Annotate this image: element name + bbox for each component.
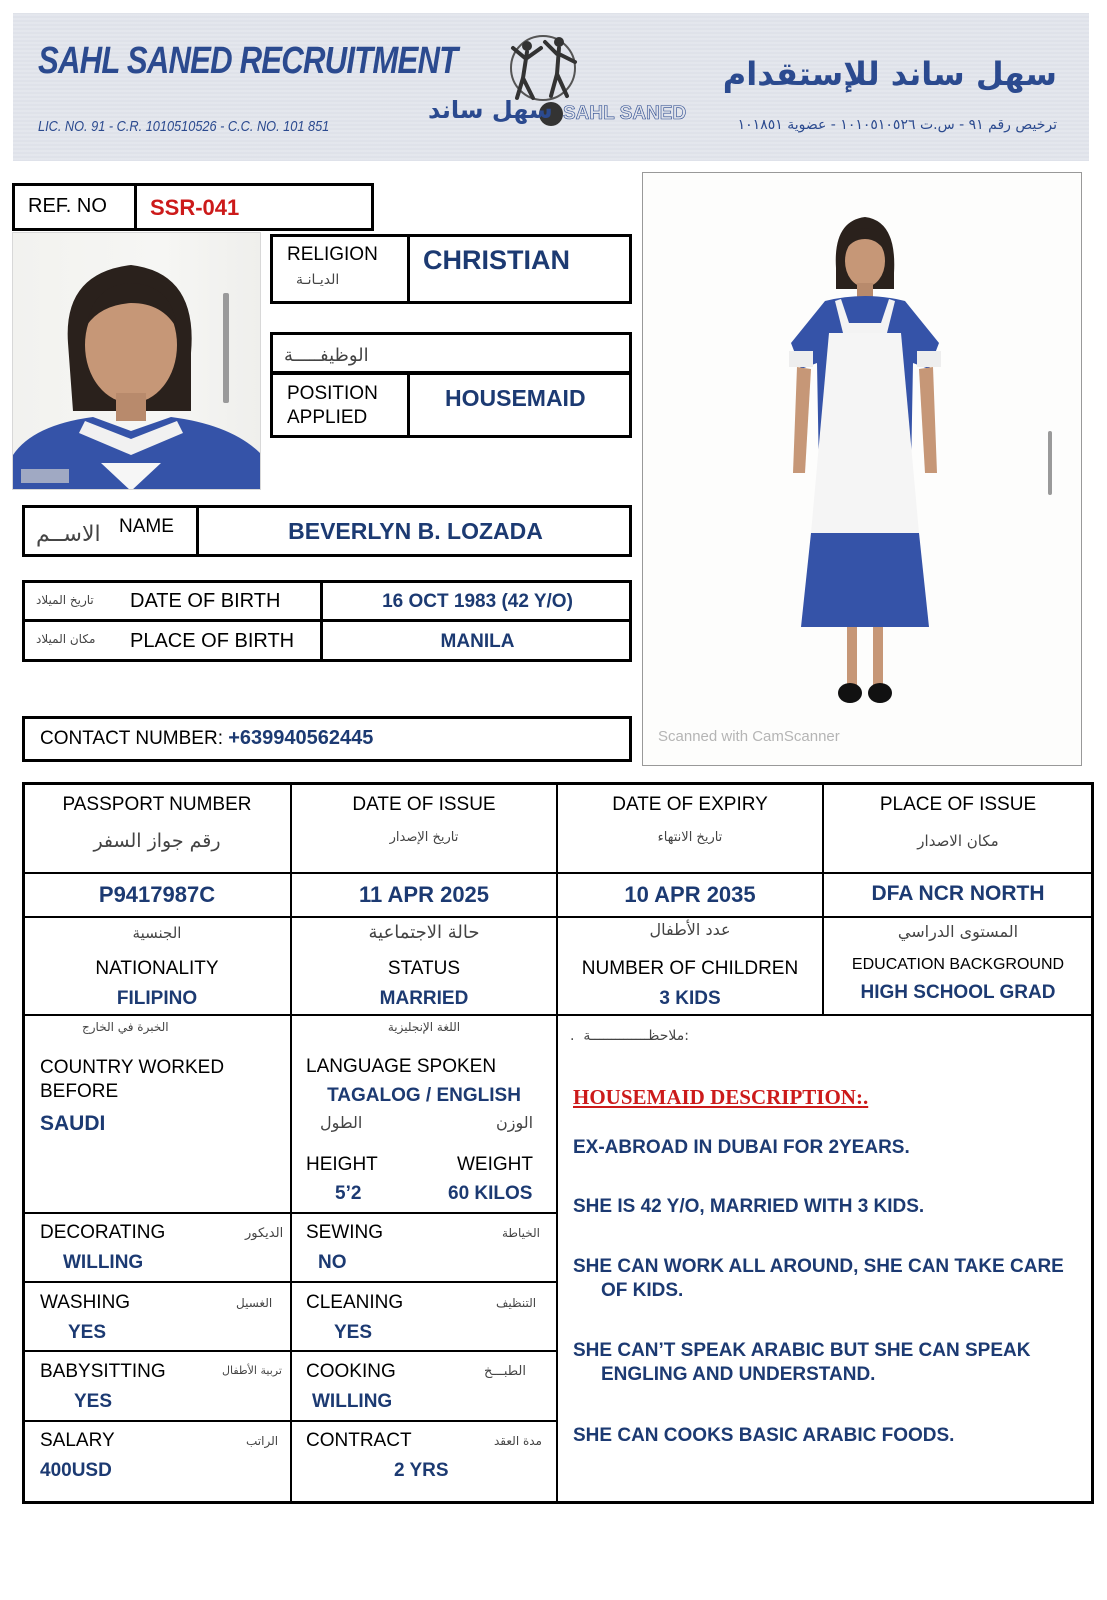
table-row-line-1 bbox=[24, 872, 1092, 874]
skill-label-ar: مدة العقد bbox=[494, 1434, 542, 1448]
skill-label-ar: التنظيف bbox=[496, 1296, 537, 1310]
table-row-line-5 bbox=[24, 1281, 558, 1283]
company-name-ar: سهل ساند للإستقدام bbox=[722, 55, 1057, 93]
religion-label: RELIGION bbox=[287, 244, 378, 265]
passport-number-value: P9417987C bbox=[98, 882, 216, 907]
weight-label: WEIGHT bbox=[457, 1154, 533, 1175]
name-value: BEVERLYN B. LOZADA bbox=[288, 518, 543, 544]
language-value: TAGALOG / ENGLISH bbox=[327, 1085, 521, 1106]
logo-text-ar: سهل ساند bbox=[428, 96, 553, 124]
abroad-label-line1: COUNTRY WORKED bbox=[40, 1057, 225, 1078]
pob-label-ar: مكان الميلاد bbox=[36, 632, 96, 646]
logo-text-en: SAHL SANED bbox=[563, 103, 687, 124]
skill-value: 400USD bbox=[40, 1460, 112, 1481]
position-label bbox=[287, 382, 378, 430]
remarks-label-ar-text: ملاحظــــــــــــــة: bbox=[583, 1028, 689, 1044]
children-label-ar: عدد الأطفال bbox=[649, 920, 731, 939]
skill-label-ar: الراتب bbox=[246, 1434, 279, 1448]
nationality-label: NATIONALITY bbox=[95, 958, 219, 979]
skill-label: COOKING bbox=[306, 1361, 396, 1382]
place-of-issue-label: PLACE OF ISSUE bbox=[879, 794, 1037, 815]
full-body-illustration-icon bbox=[643, 173, 1082, 766]
skill-label: SALARY bbox=[40, 1430, 115, 1451]
education-label: EDUCATION BACKGROUND bbox=[851, 956, 1065, 973]
dob-label-ar: تاريخ الميلاد bbox=[36, 593, 94, 607]
issue-date-label-ar: تاريخ الإصدار bbox=[389, 830, 459, 845]
remarks-label-ar: . ملاحظــــــــــــــة: bbox=[570, 1028, 689, 1044]
contact-line bbox=[40, 727, 373, 750]
description-line: SHE CAN’T SPEAK ARABIC BUT SHE CAN SPEAK ENGLING AND UNDERSTAND. bbox=[573, 1340, 1031, 1385]
skill-label: SEWING bbox=[306, 1222, 384, 1243]
height-label-ar: الطول bbox=[320, 1113, 363, 1132]
table-row-line-2 bbox=[24, 916, 1092, 918]
nationality-label-ar: الجنسية bbox=[132, 924, 182, 942]
religion-label-ar: الديـانـة bbox=[296, 272, 340, 288]
description-title-text: HOUSEMAID DESCRIPTION: bbox=[573, 1085, 863, 1109]
weight-label-ar: الوزن bbox=[496, 1113, 534, 1132]
skill-label: CLEANING bbox=[306, 1292, 404, 1313]
ref-number: SSR-041 bbox=[150, 195, 240, 220]
skill-value: WILLING bbox=[63, 1252, 144, 1273]
skill-label: WASHING bbox=[40, 1292, 131, 1313]
language-label-ar: اللغة الإنجليزية bbox=[387, 1020, 461, 1034]
issue-date-label: DATE OF ISSUE bbox=[352, 794, 496, 815]
company-name-en: SAHL SANED RECRUITMENT bbox=[38, 40, 458, 82]
children-value: 3 KIDS bbox=[659, 988, 721, 1009]
weight-value: 60 KILOS bbox=[448, 1183, 533, 1204]
skill-value: WILLING bbox=[312, 1391, 393, 1412]
position-value: HOUSEMAID bbox=[445, 385, 586, 411]
pob-label: PLACE OF BIRTH bbox=[130, 630, 295, 652]
education-label-ar: المستوى الدراسي bbox=[897, 922, 1019, 941]
pob-value: MANILA bbox=[440, 631, 515, 652]
height-value: 5’2 bbox=[335, 1183, 362, 1204]
language-label: LANGUAGE SPOKEN bbox=[306, 1056, 497, 1077]
position-label-line2: APPLIED bbox=[287, 407, 368, 428]
name-label: NAME bbox=[119, 516, 174, 537]
skill-value: 2 YRS bbox=[394, 1460, 449, 1481]
birth-row-divider bbox=[22, 619, 632, 622]
passport-number-label-ar: رقم جواز السفر bbox=[93, 830, 221, 852]
portrait-illustration-icon bbox=[13, 233, 261, 490]
name-label-ar: الاســم bbox=[36, 522, 101, 547]
table-row-line-4 bbox=[24, 1212, 558, 1214]
ref-label: REF. NO bbox=[28, 195, 107, 217]
skill-label-ar: الخياطة bbox=[502, 1226, 540, 1240]
education-value: HIGH SCHOOL GRAD bbox=[860, 982, 1056, 1003]
description-line: SHE CAN COOKS BASIC ARABIC FOODS. bbox=[573, 1425, 955, 1446]
skill-label: BABYSITTING bbox=[40, 1361, 166, 1382]
table-row-line-6 bbox=[24, 1350, 558, 1352]
expiry-date-label: DATE OF EXPIRY bbox=[612, 794, 768, 815]
place-of-issue-value: DFA NCR NORTH bbox=[871, 882, 1045, 905]
dob-value: 16 OCT 1983 (42 Y/O) bbox=[382, 591, 573, 612]
nationality-value: FILIPINO bbox=[116, 988, 198, 1009]
skill-label-ar: تربية الأطفال bbox=[222, 1364, 282, 1377]
skill-label: DECORATING bbox=[40, 1222, 166, 1243]
license-info-en: LIC. NO. 91 - C.R. 1010510526 - C.C. NO. 101 851 bbox=[38, 118, 330, 135]
status-value: MARRIED bbox=[379, 988, 469, 1009]
contact-label: CONTACT NUMBER: bbox=[40, 728, 223, 749]
table-row-line-3 bbox=[24, 1014, 1092, 1016]
skill-value: YES bbox=[74, 1391, 113, 1412]
skill-label-ar: الطبـــخ bbox=[484, 1364, 526, 1379]
position-divider bbox=[407, 372, 410, 438]
skill-label-ar: الديكور bbox=[245, 1226, 284, 1241]
abroad-label-line2: BEFORE bbox=[40, 1081, 119, 1102]
description-line: SHE CAN WORK ALL AROUND, SHE CAN TAKE CARE OF KIDS. bbox=[573, 1256, 1064, 1301]
place-of-issue-label-ar: مكان الاصدار bbox=[917, 832, 999, 850]
description-line: EX-ABROAD IN DUBAI FOR 2YEARS. bbox=[573, 1137, 910, 1158]
skill-value: YES bbox=[68, 1322, 107, 1343]
position-label-line1: POSITION bbox=[287, 383, 378, 404]
table-row-line-7 bbox=[24, 1420, 558, 1422]
camscanner-watermark: Scanned with CamScanner bbox=[658, 728, 840, 745]
description-line: SHE IS 42 Y/O, MARRIED WITH 3 KIDS. bbox=[573, 1196, 925, 1217]
status-label: STATUS bbox=[387, 958, 461, 979]
height-label: HEIGHT bbox=[306, 1154, 378, 1175]
passport-number-label: PASSPORT NUMBER bbox=[62, 794, 252, 815]
license-info-ar: ترخيص رقم ٩١ - س.ت ١٠١٠٥١٠٥٢٦ - عضوية ١٠١٨٥١ bbox=[737, 117, 1057, 133]
abroad-label-ar: الخبرة في الخارج bbox=[82, 1020, 169, 1034]
description-title: HOUSEMAID DESCRIPTION:. bbox=[573, 1085, 869, 1109]
expiry-date-value: 10 APR 2035 bbox=[624, 882, 756, 907]
skill-value: NO bbox=[318, 1252, 347, 1273]
skill-label-ar: الغسيل bbox=[236, 1296, 273, 1310]
contact-number: +639940562445 bbox=[228, 727, 374, 749]
portrait-photo bbox=[12, 232, 261, 490]
religion-divider bbox=[407, 234, 410, 304]
religion-value: CHRISTIAN bbox=[423, 245, 570, 275]
ref-divider bbox=[134, 183, 137, 231]
skill-label: CONTRACT bbox=[306, 1430, 412, 1451]
position-label-ar: الوظيفـــــة bbox=[284, 345, 369, 366]
expiry-date-label-ar: تاريخ الانتهاء bbox=[657, 830, 723, 845]
issue-date-value: 11 APR 2025 bbox=[358, 882, 490, 907]
skill-value: YES bbox=[334, 1322, 373, 1343]
full-body-photo bbox=[642, 172, 1082, 766]
children-label: NUMBER OF CHILDREN bbox=[581, 958, 799, 979]
dob-label: DATE OF BIRTH bbox=[130, 590, 281, 612]
abroad-value: SAUDI bbox=[40, 1112, 106, 1135]
abroad-label bbox=[40, 1056, 224, 1104]
status-label-ar: حالة الاجتماعية bbox=[368, 922, 480, 943]
